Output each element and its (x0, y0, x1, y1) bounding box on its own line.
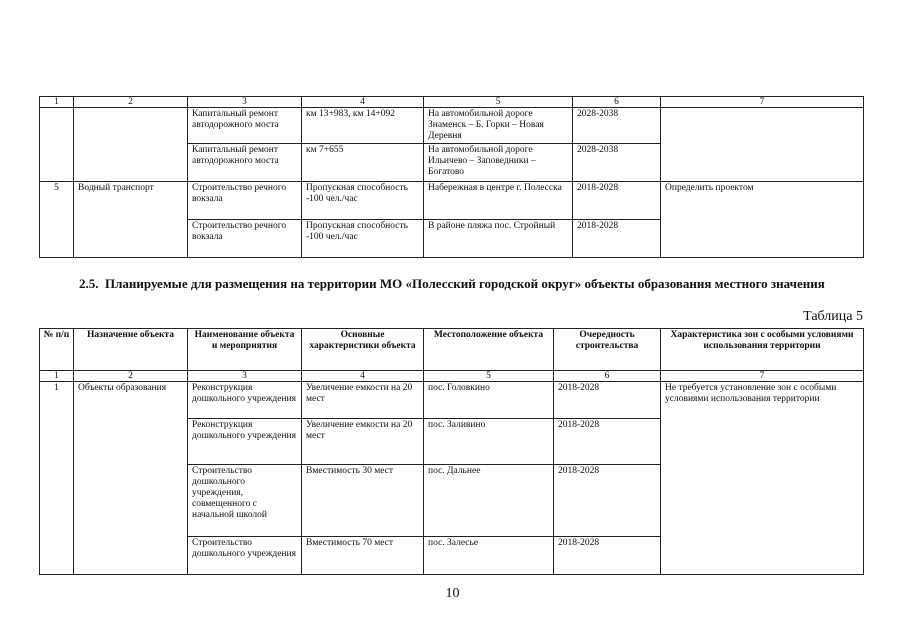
zone-characteristics: Определить проектом (661, 182, 864, 258)
col-num: 3 (188, 97, 302, 108)
object-purpose: Объекты образования (74, 382, 188, 575)
object-characteristics: Вместимость 70 мест (302, 537, 424, 575)
object-purpose (74, 108, 188, 182)
col-num: 2 (74, 371, 188, 382)
table-row (40, 108, 864, 144)
object-location: На автомобильной дороге Знаменск – Б. Горки – Новая Деревня (424, 108, 573, 144)
col-num: 5 (424, 97, 573, 108)
col-num: 6 (554, 371, 661, 382)
construction-period: 2018-2028 (554, 465, 661, 537)
object-characteristics: Увеличение емкости на 20 мест (302, 382, 424, 419)
col-num: 4 (302, 97, 424, 108)
construction-period: 2028-2038 (573, 144, 661, 182)
table-caption: Таблица 5 (803, 309, 863, 324)
table-row (40, 182, 864, 220)
object-location: пос. Заливино (424, 419, 554, 465)
row-number: 1 (40, 382, 74, 575)
object-characteristics: Пропускная способность -100 чел./час (302, 220, 424, 258)
header-cell: Очередность строительства (554, 329, 661, 371)
object-name: Строительство дошкольного учреждения, совмещенного с начальной школой (188, 465, 302, 537)
col-num: 1 (40, 371, 74, 382)
header-row (40, 329, 864, 371)
header-cell: Характеристика зон с особыми условиями использования территории (661, 329, 864, 371)
col-num: 4 (302, 371, 424, 382)
object-characteristics: Пропускная способность -100 чел./час (302, 182, 424, 220)
object-location: пос. Головкино (424, 382, 554, 419)
construction-period: 2018-2028 (573, 220, 661, 258)
col-num: 6 (573, 97, 661, 108)
object-location: пос. Залесье (424, 537, 554, 575)
construction-period: 2018-2028 (554, 419, 661, 465)
section-title: Планируемые для размещения на территории МО «Полесский городской округ» объекты образования местного значения (105, 276, 825, 291)
object-characteristics: км 13+983, км 14+092 (302, 108, 424, 144)
section-number: 2.5. (79, 276, 99, 291)
header-cell: № п/п (40, 329, 74, 371)
education-objects-table (39, 328, 864, 575)
continuation-table (39, 96, 864, 258)
zone-characteristics: Не требуется установление зон с особыми условиями использования территории (661, 382, 864, 575)
col-num: 5 (424, 371, 554, 382)
object-name: Строительство речного вокзала (188, 182, 302, 220)
col-num: 3 (188, 371, 302, 382)
construction-period: 2018-2028 (554, 537, 661, 575)
object-characteristics: Вместимость 30 мест (302, 465, 424, 537)
col-num: 1 (40, 97, 74, 108)
section-heading (39, 276, 863, 292)
page-number: 10 (445, 586, 460, 601)
object-name: Строительство речного вокзала (188, 220, 302, 258)
object-name: Строительство дошкольного учреждения (188, 537, 302, 575)
row-number: 5 (40, 182, 74, 258)
object-location: Набережная в центре г. Полесска (424, 182, 573, 220)
col-num: 2 (74, 97, 188, 108)
object-location: В районе пляжа пос. Стройный (424, 220, 573, 258)
column-number-row (40, 97, 864, 108)
column-number-row (40, 371, 864, 382)
construction-period: 2028-2038 (573, 108, 661, 144)
object-name: Реконструкция дошкольного учреждения (188, 382, 302, 419)
object-name: Капитальный ремонт автодорожного моста (188, 108, 302, 144)
object-characteristics: Увеличение емкости на 20 мест (302, 419, 424, 465)
col-num: 7 (661, 371, 864, 382)
object-name: Реконструкция дошкольного учреждения (188, 419, 302, 465)
col-num: 7 (661, 97, 864, 108)
construction-period: 2018-2028 (573, 182, 661, 220)
object-location: На автомобильной дороге Ильичево – Заповедники – Богатово (424, 144, 573, 182)
table-row (40, 382, 864, 419)
row-number (40, 108, 74, 182)
zone-characteristics (661, 108, 864, 182)
object-location: пос. Дальнее (424, 465, 554, 537)
object-characteristics: км 7+655 (302, 144, 424, 182)
construction-period: 2018-2028 (554, 382, 661, 419)
header-cell: Назначение объекта (74, 329, 188, 371)
header-cell: Основные характеристики объекта (302, 329, 424, 371)
object-name: Капитальный ремонт автодорожного моста (188, 144, 302, 182)
header-cell: Наименование объекта и мероприятия (188, 329, 302, 371)
header-cell: Местоположение объекта (424, 329, 554, 371)
object-purpose: Водный транспорт (74, 182, 188, 258)
